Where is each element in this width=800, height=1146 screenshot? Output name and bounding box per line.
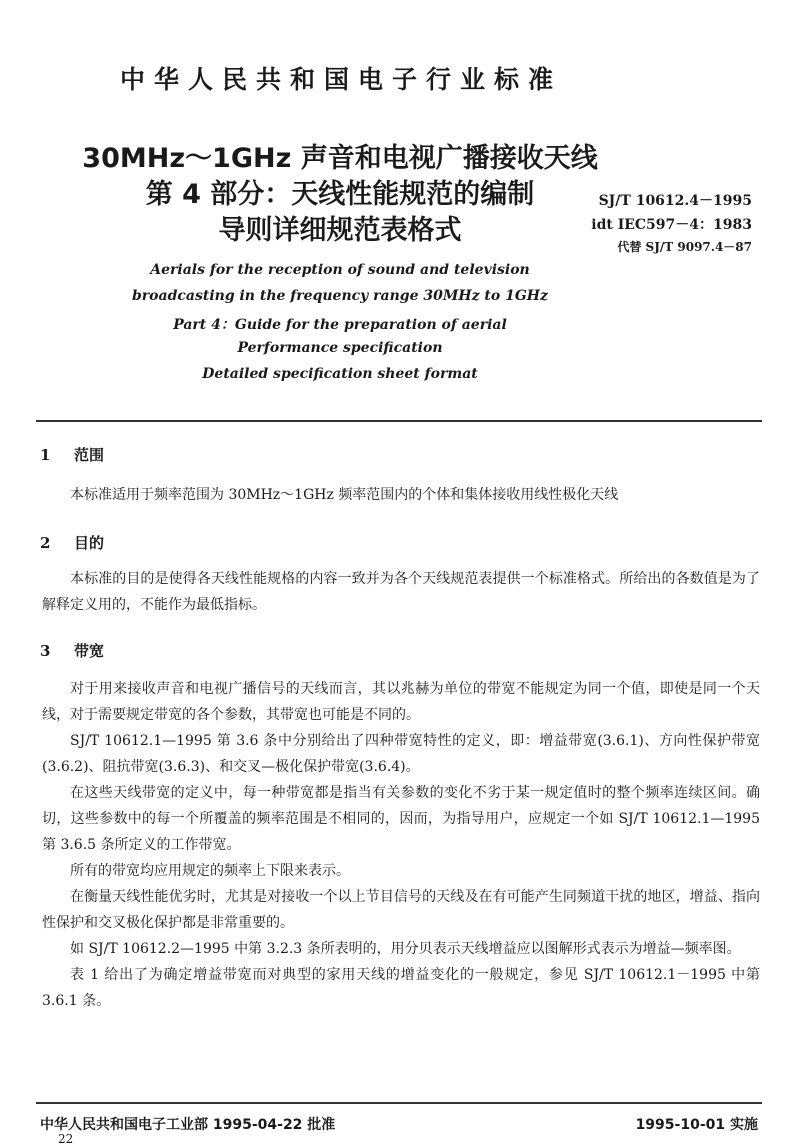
section-heading-1 xyxy=(40,444,104,465)
paragraph: 对于用来接收声音和电视广播信号的天线而言，其以兆赫为单位的带宽不能规定为同一个值，即使是同一个天线，对于需要规定带宽的各个参数，其带宽也可能是不同的。 xyxy=(42,681,760,723)
section-number: 3 xyxy=(40,642,51,660)
section-number: 1 xyxy=(40,446,51,464)
paragraph: 如 SJ/T 10612.2—1995 中第 3.2.3 条所表明的，用分贝表示天线增益应以图解形式表示为增益—频率图。 xyxy=(70,941,741,957)
paragraph: 在衡量天线性能优劣时，尤其是对接收一个以上节目信号的天线及在有可能产生同频道干扰的地区，增益、指向性保护和交叉极化保护都是非常重要的。 xyxy=(42,889,760,931)
section-title: 范围 xyxy=(74,446,105,464)
title-line-3: 导则详细规范表格式 xyxy=(218,215,462,246)
english-title-line-5: Detailed specification sheet format xyxy=(202,366,478,382)
section-title: 目的 xyxy=(74,534,105,552)
paragraph: 在这些天线带宽的定义中，每一种带宽都是指当有关参数的变化不劣于某一规定值时的整个频率连续区间。确切，这些参数中的每一个所覆盖的频率范围是不相同的，因而，为指导用户，应规定一个如 SJ/T 10612.1—1995 第 3.6.5 条所定义的工作带宽。 xyxy=(42,785,760,853)
page-number: 22 xyxy=(58,1132,74,1146)
section-number: 2 xyxy=(40,534,51,552)
section-title: 带宽 xyxy=(74,642,105,660)
implementation-date: 1995-10-01 实施 xyxy=(635,1117,758,1133)
approval-line: 中华人民共和国电子工业部 1995-04-22 批准 xyxy=(40,1117,336,1133)
section-body-1 xyxy=(42,482,760,508)
title-line-1: 30MHz～1GHz 声音和电视广播接收天线 xyxy=(82,143,598,174)
paragraph: 本标准适用于频率范围为 30MHz～1GHz 频率范围内的个体和集体接收用线性极化天线 xyxy=(70,487,619,503)
paragraph: 所有的带宽均应用规定的频率上下限来表示。 xyxy=(70,863,350,879)
title-line-2: 第 4 部分：天线性能规范的编制 xyxy=(145,179,535,210)
bottom-divider xyxy=(36,1102,762,1104)
paragraph: 表 1 给出了为确定增益带宽而对典型的家用天线的增益变化的一般规定，参见 SJ/T 10612.1－1995 中第 3.6.1 条。 xyxy=(42,967,760,1009)
paragraph: SJ/T 10612.1—1995 第 3.6 条中分别给出了四种带宽特性的定义，即：增益带宽(3.6.1)、方向性保护带宽(3.6.2)、阻抗带宽(3.6.3)、和交叉—极化保护带宽(3.6.4)。 xyxy=(42,733,760,775)
top-divider xyxy=(36,420,762,422)
english-title-line-4: Performance specification xyxy=(237,340,443,356)
section-heading-3 xyxy=(40,640,104,661)
english-title-line-2: broadcasting in the frequency range 30MHz to 1GHz xyxy=(132,288,548,304)
standard-number: SJ/T 10612.4－1995 xyxy=(598,193,752,209)
section-body-2 xyxy=(42,566,760,618)
section-heading-2 xyxy=(40,532,104,553)
section-body-3 xyxy=(42,676,760,1014)
english-title-line-1: Aerials for the reception of sound and television xyxy=(150,262,530,278)
standard-idt: idt IEC597－4：1983 xyxy=(591,217,752,233)
standard-replaces: 代替 SJ/T 9097.4－87 xyxy=(617,240,752,254)
paragraph: 本标准的目的是使得各天线性能规格的内容一致并为各个天线规范表提供一个标准格式。所给出的各数值是为了解释定义用的，不能作为最低指标。 xyxy=(42,571,760,613)
english-title-line-3: Part 4：Guide for the preparation of aerial xyxy=(173,317,507,333)
header-title: 中华人民共和国电子行业标准 xyxy=(120,65,563,94)
